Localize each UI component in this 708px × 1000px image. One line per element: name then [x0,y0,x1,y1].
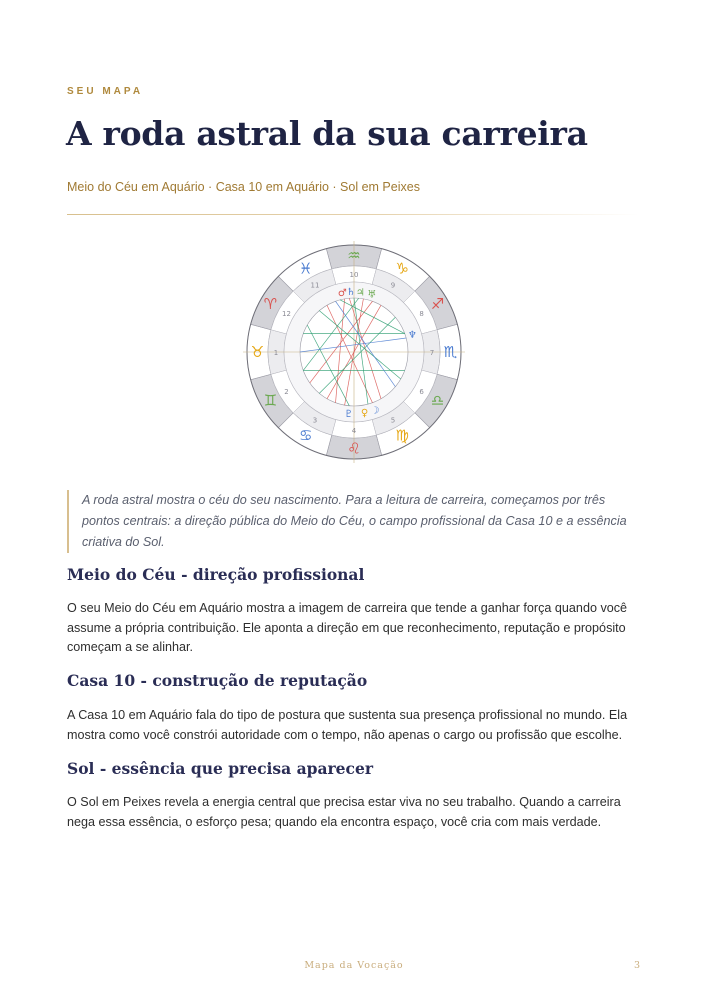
zodiac-glyph: ♒ [347,246,361,265]
paragraph-midheaven: O seu Meio do Céu em Aquário mostra a imagem de carreira que tende a ganhar força quando você assume a própria contribuição. Ele aponta a direção em que reconhecimento, reputação e propósito começam a se alinhar. [67,601,628,654]
planet-glyph: ☽ [370,405,380,417]
house-number: 9 [390,281,396,290]
zodiac-glyph: ♑ [395,259,409,278]
zodiac-glyph: ♌ [347,439,361,458]
house-number: 6 [419,388,424,396]
house-number: 12 [281,310,291,318]
house-number: 4 [351,427,357,435]
page-subtitle: Meio do Céu em Aquário · Casa 10 em Aquário · Sol em Peixes [67,180,420,194]
zodiac-glyph: ♉ [250,343,265,361]
zodiac-glyph: ♎ [430,391,445,410]
astral-wheel [238,236,470,468]
zodiac-glyph: ♓ [299,259,313,278]
planet-glyph: ♇ [344,408,354,420]
planet-glyph: ♂ [337,288,347,300]
zodiac-glyph: ♈ [263,294,278,313]
house-number: 2 [284,388,289,396]
paragraph-house-10: A Casa 10 em Aquário fala do tipo de postura que sustenta sua presença profissional no mundo. Ela mostra como você constrói autoridade com o tempo, não apenas o cargo ou profissão que escolhe. [67,708,628,742]
house-number: 8 [419,310,424,318]
heading-sun: Sol - essência que precisa aparecer [67,759,373,778]
planet-glyph: ♆ [407,330,417,342]
zodiac-glyph: ♏ [443,343,458,361]
astral-wheel-svg [238,236,470,468]
zodiac-glyph: ♍ [395,426,409,445]
zodiac-glyph: ♋ [299,426,313,445]
house-number: 7 [429,349,435,357]
planet-glyph: ♀ [360,408,369,420]
footer-brand: Mapa da Vocação [304,960,404,971]
house-number: 11 [310,281,320,290]
planet-glyph: ♄ [346,287,356,299]
planet-glyph: ♃ [355,287,365,299]
house-number: 3 [312,416,318,425]
house-number: 5 [390,416,396,425]
house-number: 1 [273,349,279,357]
heading-house-10: Casa 10 - construção de reputação [67,671,368,690]
planet-glyph: ♅ [367,289,377,301]
eyebrow-label: SEU MAPA [67,86,144,97]
heading-midheaven: Meio do Céu - direção profissional [67,565,365,584]
intro-quote: A roda astral mostra o céu do seu nascimento. Para a leitura de carreira, começamos por três pontos centrais: a direção pública do Meio do Céu, o campo profissional da Casa 10 e a essência criativa do Sol. [67,490,639,553]
divider [67,214,639,215]
zodiac-glyph: ♊ [263,391,278,410]
page-title: A roda astral da sua carreira [66,114,588,153]
house-number: 10 [349,271,359,279]
paragraph-sun: O Sol em Peixes revela a energia central que precisa estar viva no seu trabalho. Quando a carreira nega essa essência, o esforço pesa; quando ela encontra espaço, você cria com mais verdade. [67,795,621,829]
zodiac-glyph: ♐ [430,294,445,313]
page-number: 3 [633,960,640,971]
